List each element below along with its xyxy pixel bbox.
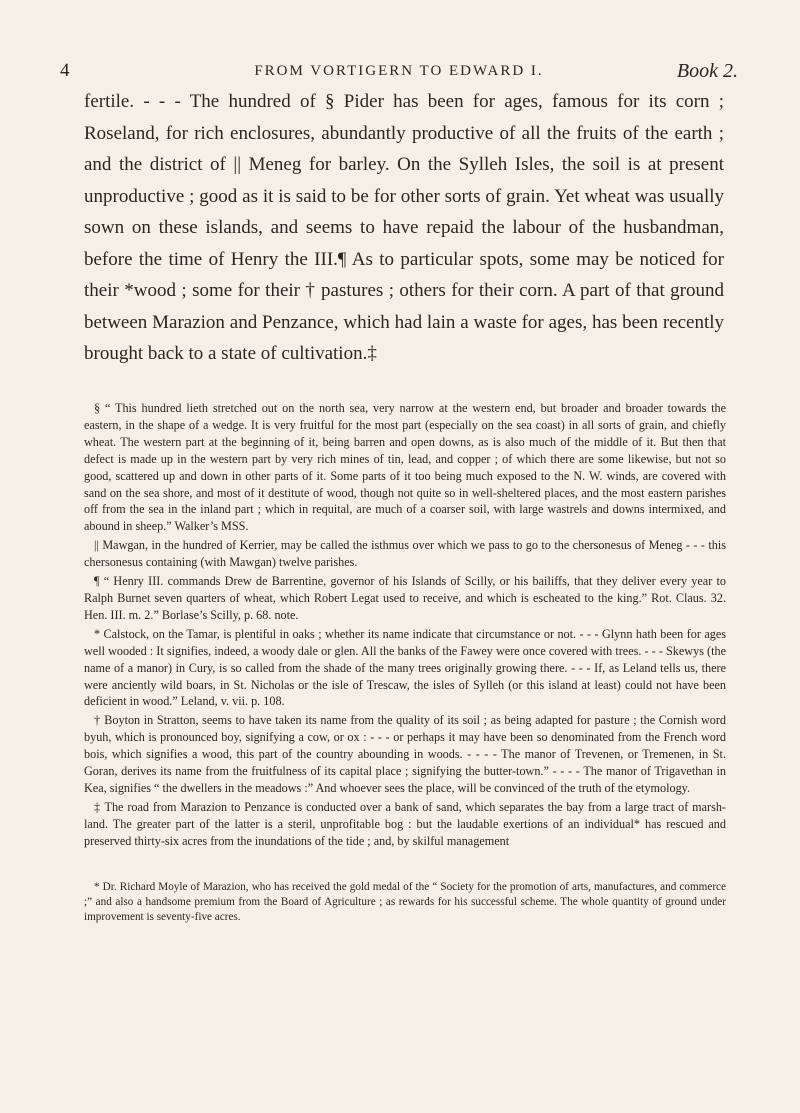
page-number: 4 (60, 60, 70, 81)
main-text: fertile. - - - The hundred of § Pider has been for ages, famous for its corn ; Roseland, for rich enclosures, abundantly productive of all the fruits of the earth ; and the district of || Meneg for barley. On the Sylleh Isles, the soil is at present unproductive ; good as it is said to be for other sorts of grain. Yet wheat was usually sown on these islands, and seems to have repaid the labour of the husbandman, before the time of Henry the III.¶ As to particular spots, some may be noticed for their *wood ; some for their † pastures ; others for their corn. A part of that ground between Marazion and Penzance, which had lain a waste for ages, has been recently brought back to a state of cultivation.‡ (84, 91, 724, 364)
footnote-pilcrow: ¶ “ Henry III. commands Drew de Barrentine, governor of his Islands of Scilly, or his bailiffs, that they deliver every year to Ralph Burnet seven quarters of wheat, which Robert Legat used to receive, and which is escheated to the king.” Rot. Claus. 32. Hen. III. m. 2.” Borlase’s Scilly, p. 68. note. (84, 574, 726, 622)
running-title: FROM VORTIGERN TO EDWARD I. (254, 63, 544, 79)
footnote-double-dagger: ‡ The road from Marazion to Penzance is conducted over a bank of sand, which separates the bay from a large tract of marsh-land. The greater part of the latter is a steril, unprofitable bog : but the laudable exertions of an individual* has rescued and preserved thirty-six acres from the inundations of the tide ; and, by skilful management (84, 799, 726, 848)
footnote-parallel: || Mawgan, in the hundred of Kerrier, may be called the isthmus over which we pass to go to the chersonesus of Meneg - - - this chersonesus containing (with Mawgan) twelve parishes. (84, 538, 726, 570)
bottom-footnote: * Dr. Richard Moyle of Marazion, who has received the gold medal of the “ Society for the promotion of arts, manufactures, and commerce ;” and also a handsome premium from the Board of Agriculture ; as rewards for his successful scheme. The whole quantity of ground under improvement is seventy-five acres. (84, 881, 726, 923)
footnote-asterisk: * Calstock, on the Tamar, is plentiful in oaks ; whether its name indicate that circumstance or not. - - - Glynn hath been for ages well wooded : It signifies, indeed, a woody dale or glen. All the banks of the Fawey were once covered with trees. - - - Skewys (the name of a manor) in Cury, is so called from the shade of the many trees originally growing there. - - - If, as Leland tells us, there were anciently wild boars, in St. Nicholas or the isle of Trescaw, the isles of Sylleh (or this island at least) could not have been deficient in wood.” Leland, v. vii. p. 108. (84, 626, 726, 709)
footnote-section: § “ This hundred lieth stretched out on the north sea, very narrow at the western end, but broader and broader towards the eastern, in the shape of a wedge. It is very fruitful for the most part (especially on the sea coast) in all sorts of grain, and chiefly wheat. The western part at the beginning of it, being barren and open downs, as is also much of the middle of it. But then that defect is made up in the western part by very rich mines of tin, lead, and copper ; of which there are some likewise, but not so good, scattered up and down in other parts of it. Some parts of it too being much exposed to the N. W. winds, are covered with sand on the sea shore, and most of it destitute of wood, though not quite so in well-sheltered places, and the most eastern parishes off from the sea in the inland part ; which in requital, are much of a coarser soil, with large wastrels and downs intermixed, and abound in sheep.” Walker’s MSS. (84, 401, 726, 534)
book-label: Book 2. (676, 60, 738, 82)
footnotes (84, 400, 726, 852)
footnote-dagger: † Boyton in Stratton, seems to have taken its name from the quality of its soil ; as being adapted for pasture ; the Cornish word byuh, which is pronounced boy, signifying a cow, or ox : - - - or perhaps it may have been so denominated from the French word bois, which signifies a wood, this part of the country abounding in woods. - - - - The manor of Trevenen, or Tremenen, in St. Goran, derives its name from the fruitfulness of its capital place ; signifying the butter-town.” - - - - The manor of Trigavethan in Kea, signifies “ the dwellers in the meadows :” And whoever sees the place, will be convinced of the truth of the etymology. (84, 713, 726, 795)
